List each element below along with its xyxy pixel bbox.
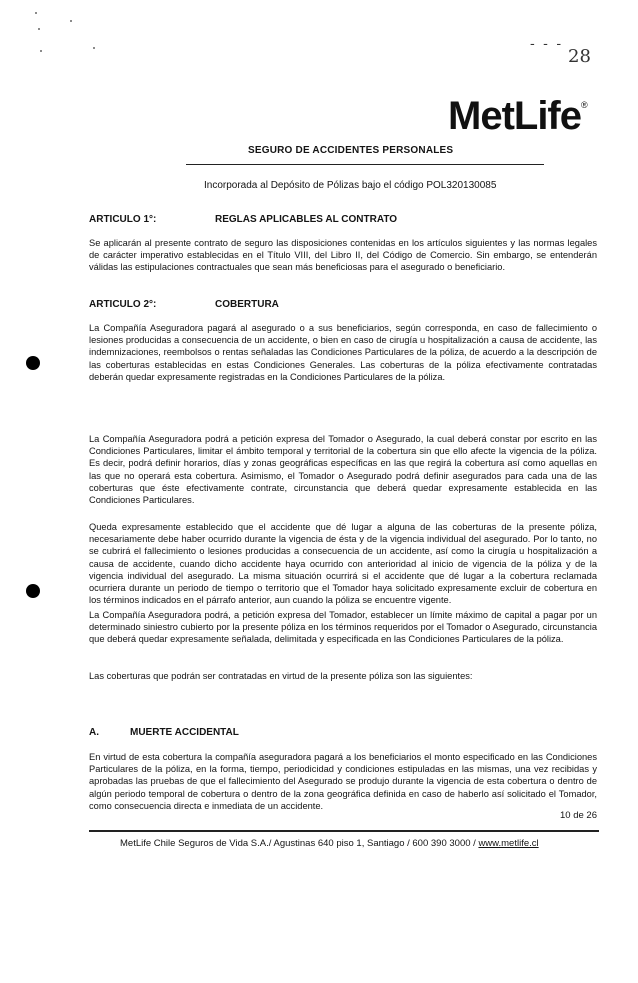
article-2-heading: COBERTURA bbox=[215, 299, 279, 310]
scan-speck bbox=[93, 47, 95, 49]
article-2-label: ARTICULO 2°: bbox=[89, 299, 157, 310]
registered-mark: ® bbox=[581, 100, 587, 110]
article-2-paragraph-2: La Compañía Aseguradora podrá a petición expresa del Tomador o Asegurado, la cual deberá constar por escrito en las Condiciones Particulares, limitar el ámbito temporal y territorial de la cobertura sin que ello afecte la vigencia de la póliza. Es decir, podrá definir horarios, días y zonas geográficas específicas en las que regirá la cobertura así como aquellas en las que no operará esta cobertura. Asimismo, el Tomador o Asegurado podrá definir asegurados para cada una de las coberturas que éste efectivamente contrate, circunstancia que deberá quedar expresamente establecida en las Condiciones Particulares. bbox=[89, 434, 597, 506]
article-1-heading: REGLAS APLICABLES AL CONTRATO bbox=[215, 214, 398, 225]
footer-line bbox=[120, 838, 539, 849]
website-link[interactable]: www.metlife.cl bbox=[478, 838, 539, 849]
section-a-letter: A. bbox=[89, 727, 99, 738]
article-2-paragraph-3: Queda expresamente establecido que el accidente que dé lugar a alguna de las coberturas de la presente póliza, necesariamente debe haber ocurrido durante la vigencia de ésta y de la vigencia individual del asegurado. Por lo tanto, no se cubrirá el fallecimiento o lesiones producidas a consecuencia de un accidente, así como la cirugía u hospitalización a causa de accidente, cuando dicho accidente haya ocurrido con anterioridad al inicio de vigencia de la póliza y de la vigencia individual del asegurado. La misma situación ocurrirá si el accidente que dé lugar a la cobertura reclamada ocurriera durante un periodo de tiempo o territorio que el Tomador haya solicitado expresamente excluir de cobertura en los términos indicados en el párrafo anterior, aun cuando la póliza se encuentre vigente. bbox=[89, 522, 597, 606]
section-a-paragraph: En virtud de esta cobertura la compañía aseguradora pagará a los beneficiarios el monto especificado en las Condiciones Particulares de la póliza, en la forma, tiempo, periodicidad y condiciones estipuladas en las mismas, una vez recibidas y aprobadas las pruebas de que el fallecimiento del Asegurado se produjo durante la vigencia de esta cobertura o dentro de algún periodo temporal de cobertura o dentro de la zona geográfica definida en caso de haberlo así solicitado el Tomador, como consecuencia directa e inmediata de un accidente. bbox=[89, 752, 597, 811]
footer-rule bbox=[89, 830, 599, 832]
section-a-heading: MUERTE ACCIDENTAL bbox=[130, 727, 239, 738]
scan-speck bbox=[38, 28, 40, 30]
article-1-label: ARTICULO 1°: bbox=[89, 214, 157, 225]
deposit-note: Incorporada al Depósito de Pólizas bajo el código POL320130085 bbox=[204, 180, 497, 191]
scan-speck bbox=[40, 50, 42, 52]
article-2-paragraph-4: La Compañía Aseguradora podrá, a petición expresa del Tomador, establecer un límite máximo de capital a pagar por un determinado siniestro cubierto por la presente póliza en los términos requeridos por el Tomador o Asegurado, circunstancia que deberá quedar expresamente señalada, delimitada y especificada en las Condiciones Particulares de la póliza. bbox=[89, 610, 597, 645]
handwritten-page-mark: 28 bbox=[568, 46, 591, 67]
article-1-paragraph: Se aplicarán al presente contrato de seguro las disposiciones contenidas en los artículos siguientes y las normas legales de carácter imperativo establecidas en el Título VIII, del Libro II, del Código de Comercio. Sin embargo, se entenderán válidas las estipulaciones contractuales que sean más beneficiosas para el asegurado o beneficiario. bbox=[89, 238, 597, 273]
handwritten-dash: - - - bbox=[530, 36, 564, 52]
doc-title: SEGURO DE ACCIDENTES PERSONALES bbox=[248, 145, 454, 156]
logo-text: MetLife bbox=[448, 94, 581, 138]
article-2-paragraph-5: Las coberturas que podrán ser contratadas en virtud de la presente póliza son las siguientes: bbox=[89, 671, 473, 681]
page-number: 10 de 26 bbox=[560, 810, 597, 821]
title-rule bbox=[186, 164, 544, 165]
scan-speck bbox=[70, 20, 72, 22]
metlife-logo bbox=[448, 94, 587, 139]
scan-speck bbox=[35, 12, 37, 14]
binder-hole bbox=[26, 584, 40, 598]
article-2-paragraph-1: La Compañía Aseguradora pagará al asegurado o a sus beneficiarios, según corresponda, en caso de fallecimiento o lesiones producidas a consecuencia de un accidente, o bien en caso de cirugía u hospitalización a causa de accidente, las indemnizaciones, reembolsos o rentas señaladas las Condiciones Particulares de la póliza, de acuerdo a la descripción de las coberturas establecidas en estas Condiciones Generales. Las coberturas de la póliza efectivamente contratadas deberán quedar expresamente registradas en la Condiciones Particulares de la póliza. bbox=[89, 323, 597, 382]
footer-address: MetLife Chile Seguros de Vida S.A./ Agustinas 640 piso 1, Santiago / 600 390 3000 / bbox=[120, 838, 479, 849]
binder-hole bbox=[26, 356, 40, 370]
